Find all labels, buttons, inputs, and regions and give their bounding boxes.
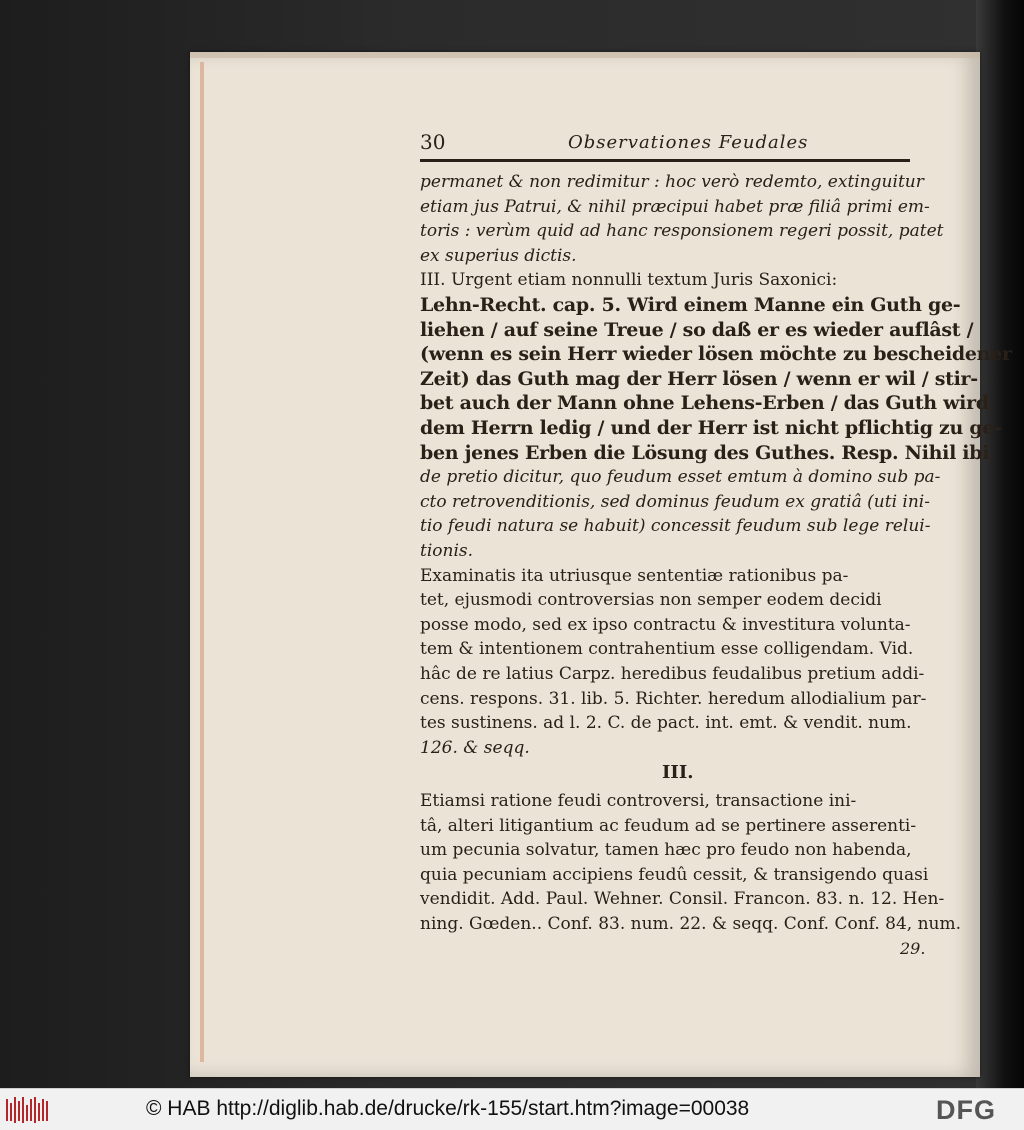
text-line: III. Urgent etiam nonnulli textum Juris Saxonici: <box>420 270 838 291</box>
header-rule <box>420 159 910 162</box>
text-line: Zeit) das Guth mag der Herr lösen / wenn er wil / stir- <box>420 367 978 390</box>
text-line: tet, ejusmodi controversias non semper eodem decidi <box>420 590 882 611</box>
text-line: etiam jus Patrui, & nihil præcipui habet præ filiâ primi em- <box>420 196 930 217</box>
page-header <box>420 128 910 158</box>
text-line: quia pecuniam accipiens feudû cessit, & transigendo quasi <box>420 864 929 885</box>
text-line: ex superius dictis. <box>420 245 577 266</box>
text-line: vendidit. Add. Paul. Wehner. Consil. Francon. 83. n. 12. Hen- <box>420 889 945 910</box>
text-line: Examinatis ita utriusque sententiæ rationibus pa- <box>420 565 849 586</box>
text-line: tâ, alteri litigantium ac feudum ad se pertinere asserenti- <box>420 815 917 836</box>
text-line: bet auch der Mann ohne Lehens-Erben / das Guth wird <box>420 392 989 415</box>
hab-barcode-logo-icon <box>6 1097 48 1123</box>
text-line: cens. respons. 31. lib. 5. Richter. heredum allodialium par- <box>420 688 927 709</box>
text-line: liehen / auf seine Treue / so daß er es wieder auflâst / <box>420 318 974 341</box>
dfg-logo: DFG <box>936 1095 996 1125</box>
text-line: Etiamsi ratione feudi controversi, transactione ini- <box>420 791 857 811</box>
footer-bar <box>0 1088 1024 1130</box>
copyright-url-text: © HAB http://diglib.hab.de/drucke/rk-155/start.htm?image=00038 <box>146 1097 750 1120</box>
catchword: 29. <box>900 938 926 958</box>
text-line: 126. & seqq. <box>420 737 530 758</box>
text-line: hâc de re latius Carpz. heredibus feudalibus pretium addi- <box>420 664 925 684</box>
text-line: tes sustinens. ad l. 2. C. de pact. int. emt. & vendit. num. <box>420 713 912 734</box>
text-line: ning. Gœden.. Conf. 83. num. 22. & seqq. Conf. Conf. 84, num. <box>420 914 962 934</box>
page-number: 30 <box>420 130 446 154</box>
text-line: de pretio dicitur, quo feudum esset emtum à domino sub pa- <box>420 467 941 488</box>
text-line: ben jenes Erben die Lösung des Guthes. Resp. Nihil ibi <box>420 441 990 464</box>
text-line: tem & intentionem contrahentium esse colligendam. Vid. <box>420 639 914 660</box>
text-line: posse modo, sed ex ipso contractu & investitura volunta- <box>420 614 911 635</box>
book-spine-edge <box>976 0 1024 1088</box>
text-line: dem Herrn ledig / und der Herr ist nicht pflichtig zu ge- <box>420 417 1002 439</box>
text-line: Lehn-Recht. cap. 5. Wird einem Manne ein Guth ge- <box>420 294 961 316</box>
page-binding-edge <box>200 62 204 1062</box>
text-line: um pecunia solvatur, tamen hæc pro feudo non habenda, <box>420 840 912 861</box>
text-line: cto retrovenditionis, sed dominus feudum ex gratiâ (uti ini- <box>420 491 930 512</box>
text-line: toris : verùm quid ad hanc responsionem regeri possit, patet <box>420 221 944 242</box>
text-line: permanet & non redimitur : hoc verò redemto, extinguitur <box>420 172 924 192</box>
text-line: (wenn es sein Herr wieder lösen möchte zu bescheidener <box>420 343 1012 366</box>
section-heading: III. <box>662 762 694 784</box>
running-head: Observationes Feudales <box>568 132 809 153</box>
text-line: tio feudi natura se habuit) concessit feudum sub lege relui- <box>420 516 931 537</box>
text-line: tionis. <box>420 541 474 561</box>
